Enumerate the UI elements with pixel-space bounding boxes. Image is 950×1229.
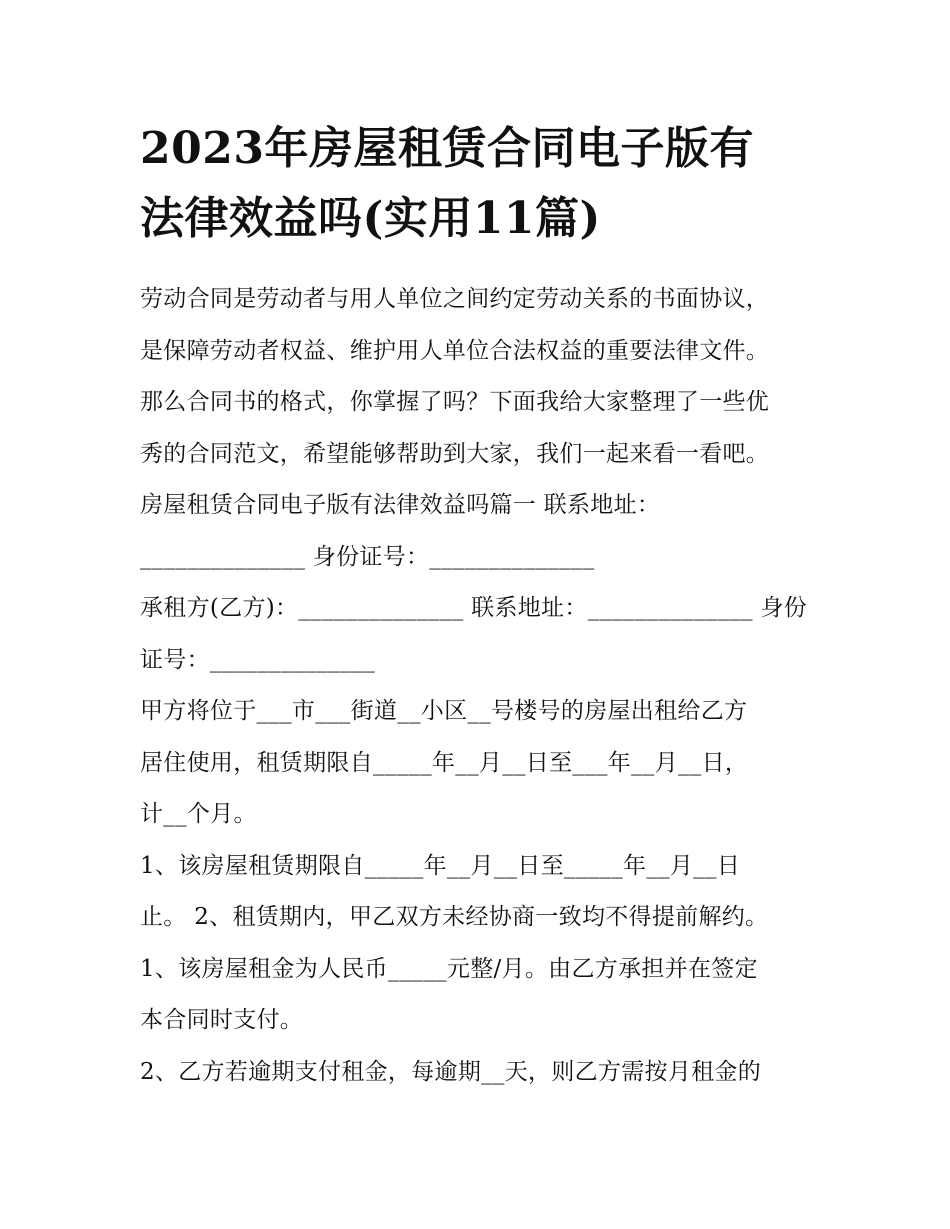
body-line: 劳动合同是劳动者与用人单位之间约定劳动关系的书面协议， [140,286,770,312]
body-line: 甲方将位于___市___街道__小区__号楼号的房屋出租给乙方 [140,698,748,724]
body-line: 1、该房屋租金为人民币_____元整/月。由乙方承担并在签定 [140,955,758,982]
body-line: 承租方(乙方)：______________ 联系地址：______________ 身份 [140,595,808,621]
body-line: 1、该房屋租赁期限自_____年__月__日至_____年__月__日 [140,852,741,879]
body-line: 居住使用，租赁期限自_____年__月__日至___年__月__日， [140,749,749,776]
body-line: 2、乙方若逾期支付租金，每逾期__天，则乙方需按月租金的 [140,1058,762,1085]
title-line-1: 2023年房屋租赁合同电子版有 [140,123,754,174]
document-body [140,274,830,1098]
document-title [140,114,820,254]
body-line: 本合同时支付。 [140,1007,304,1033]
body-line: 房屋租赁合同电子版有法律效益吗篇一 联系地址： [140,492,661,518]
body-line: 那么合同书的格式，你掌握了吗？下面我给大家整理了一些优 [140,389,770,415]
title-line-2: 法律效益吗(实用11篇) [140,193,601,244]
body-line: 证号：______________ [140,646,376,673]
body-line: 秀的合同范文，希望能够帮助到大家，我们一起来看一看吧。 [140,440,770,467]
body-line: ______________ 身份证号：______________ [140,543,595,570]
body-line: 是保障劳动者权益、维护用人单位合法权益的重要法律文件。 [140,337,770,364]
body-line: 止。 2、租赁期内，甲乙双方未经协商一致均不得提前解约。 [140,904,769,930]
body-line: 计__个月。 [140,801,257,827]
